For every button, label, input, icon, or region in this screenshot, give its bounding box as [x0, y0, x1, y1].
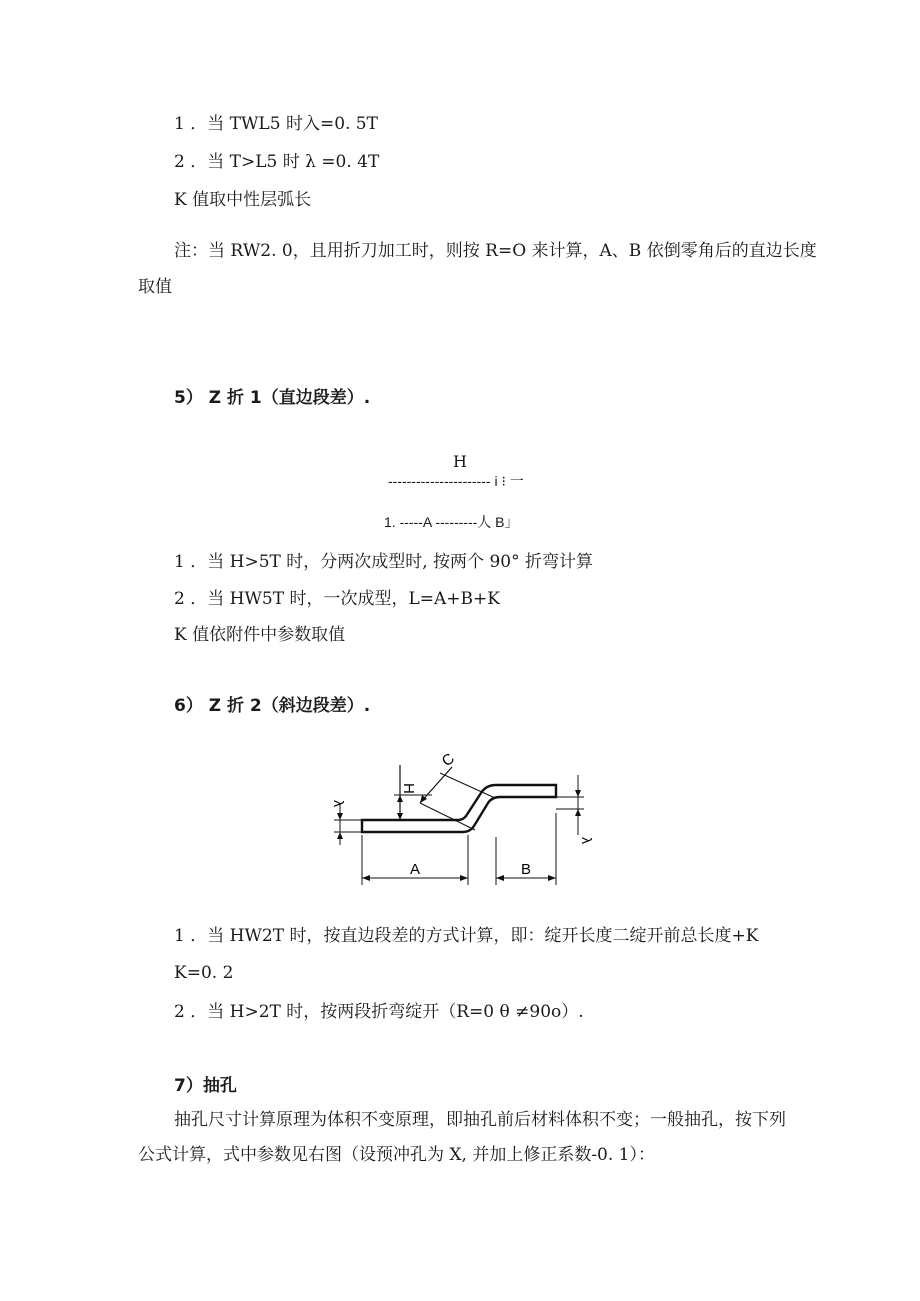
section-7-heading: 7）抽孔 [174, 1076, 237, 1096]
section-6-item-2: 2 ．当 H>2T 时，按两段折弯绽开（R=0 θ ≠90o）. [174, 1002, 584, 1022]
note-line-1: 注：当 RW2. 0，且用折刀加工时，则按 R=O 来计算，A、B 依倒零角后的直边长度 [174, 241, 817, 261]
section-5-heading: 5） Z 折 1（直边段差）. [174, 388, 371, 408]
k-value-note: K 值取中性层弧长 [174, 190, 312, 210]
z-bend-1-ab-line: 1. -----A ---------人 B」 [384, 514, 519, 530]
section-6-item-1: 1 ．当 HW2T 时，按直边段差的方式计算，即：绽开长度二绽开前总长度+K [174, 926, 759, 946]
section-7-para-line-1: 抽孔尺寸计算原理为体积不变原理，即抽孔前后材料体积不变；一般抽孔，按下列 [174, 1110, 786, 1130]
section-6-k-value: K=0. 2 [174, 963, 234, 983]
lambda-left-label: λ [331, 800, 347, 807]
lambda-right-label: λ [579, 837, 595, 844]
b-label: B [521, 861, 532, 878]
z-bend-2-diagram [320, 745, 600, 895]
h-label: H [400, 783, 417, 794]
section-7-para-line-2: 公式计算，式中参数见右图（设预冲孔为 X, 并加上修正系数-0. 1）： [138, 1145, 655, 1165]
section-5-k-note: K 值依附件中参数取值 [174, 625, 346, 645]
note-line-2: 取值 [138, 277, 172, 297]
condition-item-1: 1 ．当 TWL5 时入=0. 5T [174, 114, 378, 134]
z-bend-1-h-label: H [453, 452, 467, 471]
condition-item-2: 2 ．当 T>L5 时 λ =0. 4T [174, 152, 380, 172]
section-5-item-2: 2 ．当 HW5T 时，一次成型，L=A+B+K [174, 589, 500, 609]
sheet-profile [362, 785, 556, 832]
section-5-item-1: 1 ．当 H>5T 时，分两次成型时, 按两个 90° 折弯计算 [174, 552, 593, 572]
section-6-heading: 6） Z 折 2（斜边段差）. [174, 696, 371, 716]
c-label: C [438, 750, 458, 771]
a-label: A [410, 861, 421, 878]
h-arrow-up [397, 795, 403, 802]
z-bend-1-dash-line: ---------------------- i ⁝ 一 [388, 473, 524, 489]
